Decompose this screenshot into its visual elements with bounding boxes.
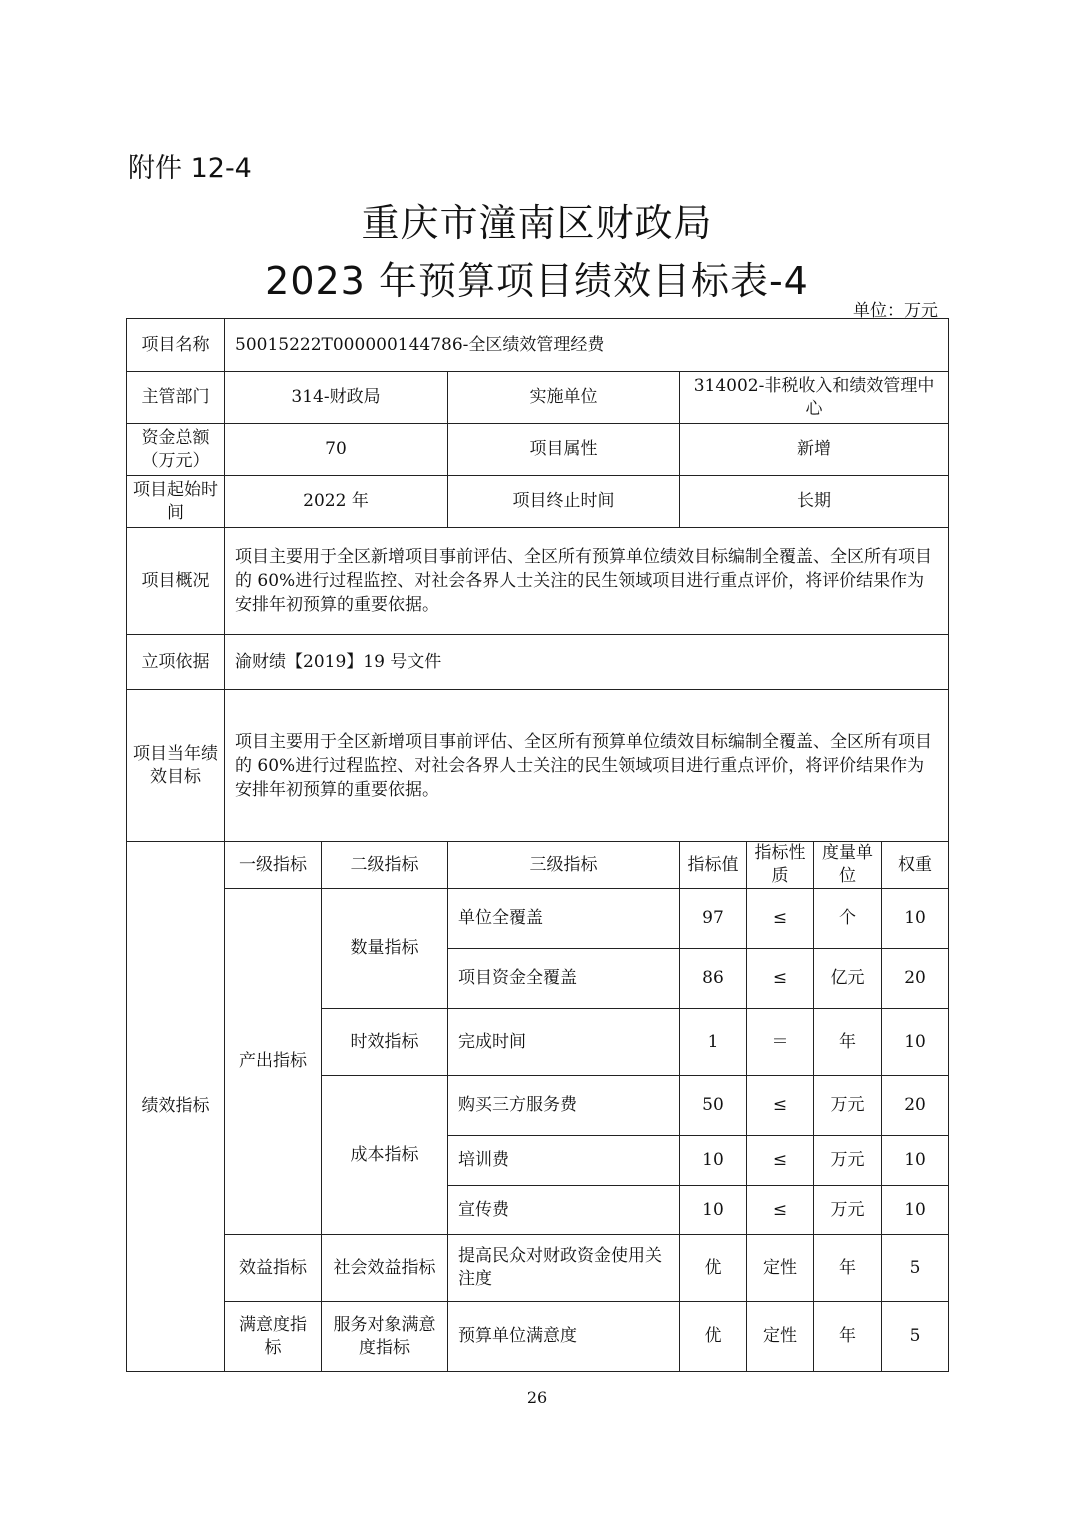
table-row <box>127 1235 949 1302</box>
indicator-nature: ≤ <box>747 1136 814 1186</box>
impl-value: 314002-非税收入和绩效管理中心 <box>680 372 949 424</box>
indicator-weight: 20 <box>882 949 949 1009</box>
title-line-1: 重庆市潼南区财政局 <box>361 201 713 245</box>
header-value: 指标值 <box>680 842 747 889</box>
indicator-name: 单位全覆盖 <box>448 889 680 949</box>
indicator-value: 10 <box>680 1186 747 1235</box>
header-unit: 度量单位 <box>814 842 882 889</box>
indicator-nature: ≤ <box>747 949 814 1009</box>
indicator-unit: 年 <box>814 1009 882 1076</box>
indicator-name: 购买三方服务费 <box>448 1076 680 1136</box>
indicator-unit: 万元 <box>814 1186 882 1235</box>
indicator-weight: 10 <box>882 1186 949 1235</box>
indicator-name: 项目资金全覆盖 <box>448 949 680 1009</box>
indicator-name: 完成时间 <box>448 1009 680 1076</box>
fund-value: 70 <box>225 424 448 476</box>
indicator-value: 10 <box>680 1136 747 1186</box>
level1-satisfaction: 满意度指标 <box>225 1302 322 1372</box>
row-project-name <box>127 319 949 372</box>
dept-label: 主管部门 <box>127 372 225 424</box>
fund-label: 资金总额（万元） <box>127 424 225 476</box>
indicator-unit: 亿元 <box>814 949 882 1009</box>
indicator-nature: 定性 <box>747 1302 814 1372</box>
indicator-nature: ≤ <box>747 1186 814 1235</box>
indicator-nature: ＝ <box>747 1009 814 1076</box>
project-name-label: 项目名称 <box>127 319 225 372</box>
indicator-value: 50 <box>680 1076 747 1136</box>
level2-timeliness: 时效指标 <box>322 1009 448 1076</box>
level2-cost: 成本指标 <box>322 1076 448 1235</box>
level2-social: 社会效益指标 <box>322 1235 448 1302</box>
indicator-name: 提高民众对财政资金使用关注度 <box>448 1235 680 1302</box>
indicator-unit: 个 <box>814 889 882 949</box>
goal-label: 项目当年绩效目标 <box>127 690 225 842</box>
overview-value: 项目主要用于全区新增项目事前评估、全区所有预算单位绩效目标编制全覆盖、全区所有项目的 60%进行过程监控、对社会各界人士关注的民生领域项目进行重点评价，将评价结果作为安排年初预算的重要依据。 <box>225 528 949 635</box>
goal-value: 项目主要用于全区新增项目事前评估、全区所有预算单位绩效目标编制全覆盖、全区所有项目的 60%进行过程监控、对社会各界人士关注的民生领域项目进行重点评价，将评价结果作为安排年初预算的重要依据。 <box>225 690 949 842</box>
page-number: 26 <box>526 1388 548 1407</box>
indicator-unit: 年 <box>814 1302 882 1372</box>
indicator-unit: 万元 <box>814 1076 882 1136</box>
indicator-value: 86 <box>680 949 747 1009</box>
indicator-name: 预算单位满意度 <box>448 1302 680 1372</box>
attr-value: 新增 <box>680 424 949 476</box>
indicator-value: 1 <box>680 1009 747 1076</box>
attr-label: 项目属性 <box>448 424 680 476</box>
end-value: 长期 <box>680 476 949 528</box>
title-line-2: 2023 年预算项目绩效目标表-4 <box>265 259 809 303</box>
indicator-weight: 10 <box>882 889 949 949</box>
attachment-label: 附件 12-4 <box>128 153 252 184</box>
indicator-nature: ≤ <box>747 1076 814 1136</box>
impl-label: 实施单位 <box>448 372 680 424</box>
performance-table <box>126 318 949 1372</box>
basis-value: 渝财绩【2019】19 号文件 <box>225 635 949 690</box>
indicator-weight: 5 <box>882 1235 949 1302</box>
end-label: 项目终止时间 <box>448 476 680 528</box>
row-goal <box>127 690 949 842</box>
project-name-value: 50015222T000000144786-全区绩效管理经费 <box>225 319 949 372</box>
overview-label: 项目概况 <box>127 528 225 635</box>
level2-service: 服务对象满意度指标 <box>322 1302 448 1372</box>
header-level2: 二级指标 <box>322 842 448 889</box>
indicator-header-row <box>127 842 949 889</box>
indicator-unit: 万元 <box>814 1136 882 1186</box>
indicator-weight: 20 <box>882 1076 949 1136</box>
indicator-unit: 年 <box>814 1235 882 1302</box>
header-weight: 权重 <box>882 842 949 889</box>
indicator-nature: ≤ <box>747 889 814 949</box>
indicator-weight: 10 <box>882 1136 949 1186</box>
level1-benefit: 效益指标 <box>225 1235 322 1302</box>
indicator-nature: 定性 <box>747 1235 814 1302</box>
row-overview <box>127 528 949 635</box>
row-department <box>127 372 949 424</box>
indicators-section-label: 绩效指标 <box>127 842 225 1372</box>
indicator-value: 优 <box>680 1302 747 1372</box>
indicator-name: 宣传费 <box>448 1186 680 1235</box>
start-value: 2022 年 <box>225 476 448 528</box>
indicator-value: 97 <box>680 889 747 949</box>
table-row <box>127 1302 949 1372</box>
start-label: 项目起始时间 <box>127 476 225 528</box>
unit-label: 单位：万元 <box>853 301 938 321</box>
dept-value: 314-财政局 <box>225 372 448 424</box>
table-row <box>127 889 949 949</box>
row-fund <box>127 424 949 476</box>
header-nature: 指标性质 <box>747 842 814 889</box>
header-level3: 三级指标 <box>448 842 680 889</box>
row-time <box>127 476 949 528</box>
basis-label: 立项依据 <box>127 635 225 690</box>
level2-quantity: 数量指标 <box>322 889 448 1009</box>
header-level1: 一级指标 <box>225 842 322 889</box>
indicator-name: 培训费 <box>448 1136 680 1186</box>
indicator-weight: 5 <box>882 1302 949 1372</box>
indicator-value: 优 <box>680 1235 747 1302</box>
row-basis <box>127 635 949 690</box>
indicator-weight: 10 <box>882 1009 949 1076</box>
level1-output: 产出指标 <box>225 889 322 1235</box>
